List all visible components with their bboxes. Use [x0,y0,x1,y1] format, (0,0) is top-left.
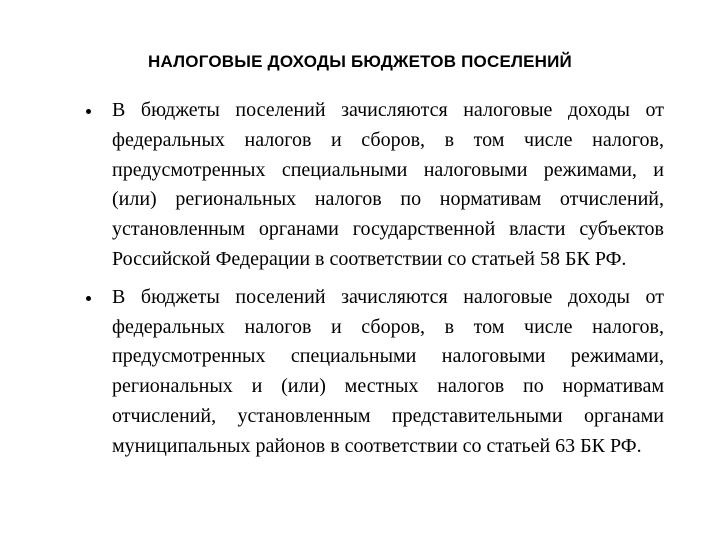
bullet-item [0,283,720,462]
slide-title: НАЛОГОВЫЕ ДОХОДЫ БЮДЖЕТОВ ПОСЕЛЕНИЙ [148,52,572,71]
bullet-text: В бюджеты поселений зачисляются налоговые доходы от федеральных налогов и сборов, в том числе налогов, предусмотренных специальными налоговыми режимами, и (или) региональных налогов по нормативам отчислений, установленным органами государственной власти субъектов Российской Федерации в соответствии со статьей 58 БК РФ. [112,99,664,270]
bullet-dot-icon [86,296,91,301]
bullet-item [0,96,720,275]
bullet-dot-icon [86,109,91,114]
bullet-text: В бюджеты поселений зачисляются налоговые доходы от федеральных налогов и сборов, в том числе налогов, предусмотренных специальными налоговыми режимами, региональных и (или) местных налогов по нормативам отчислений, установленным представительными органами муниципальных районов в соответствии со статьей 63 БК РФ. [112,285,664,457]
bullet-list [0,96,720,470]
